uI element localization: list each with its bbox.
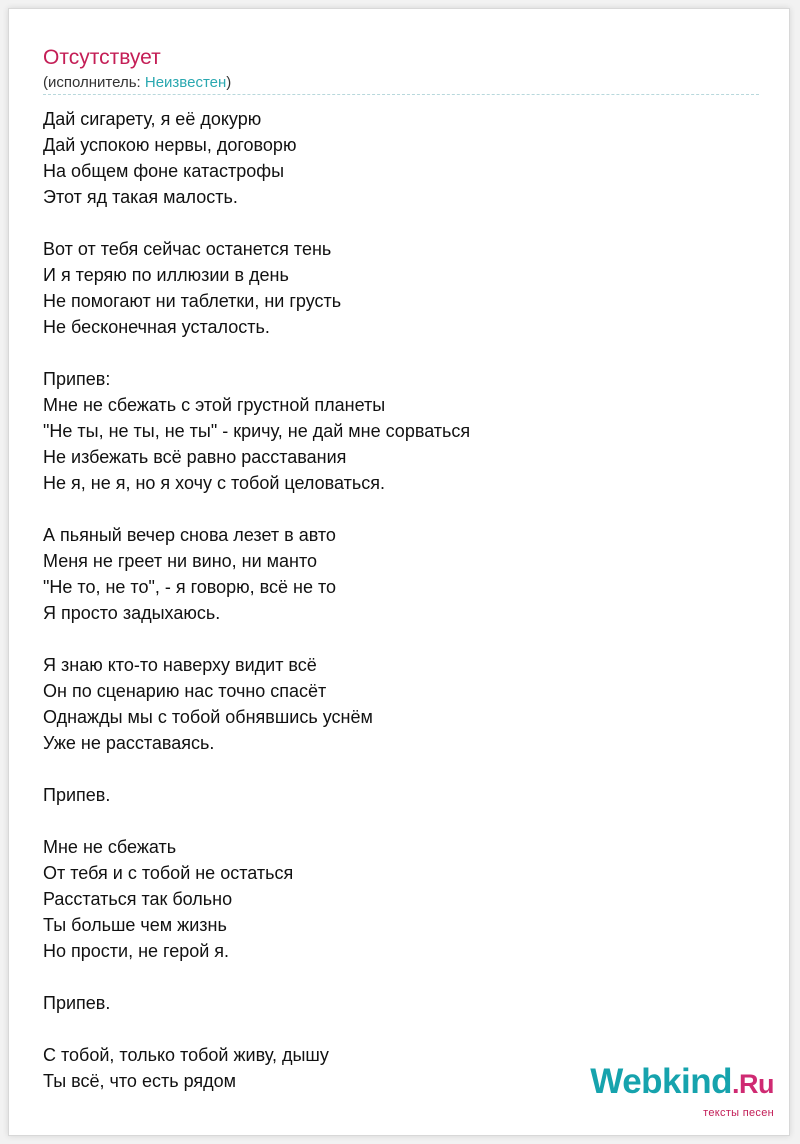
- lyrics-blank-line: [43, 808, 743, 834]
- lyrics-line: Дай успокою нервы, договорю: [43, 135, 297, 155]
- lyrics-line: Однажды мы с тобой обнявшись уснём: [43, 707, 373, 727]
- lyrics-line: Меня не греет ни вино, ни манто: [43, 551, 318, 571]
- lyrics-blank-line: [43, 496, 743, 522]
- lyrics-blank-line: [43, 964, 743, 990]
- logo-name: Webkind: [590, 1062, 732, 1101]
- meta-suffix: ): [226, 74, 232, 91]
- lyrics-line: С тобой, только тобой живу, дышу: [43, 1045, 329, 1065]
- lyrics-blank-line: [43, 1016, 743, 1042]
- lyrics-line: Уже не расставаясь.: [43, 733, 215, 753]
- webkind-logo[interactable]: [590, 1062, 774, 1119]
- logo-tld: .Ru: [732, 1069, 774, 1099]
- lyrics-line: Ты всё, что есть рядом: [43, 1071, 237, 1091]
- lyrics-line: А пьяный вечер снова лезет в авто: [43, 525, 336, 545]
- lyrics-line: Он по сценарию нас точно спасёт: [43, 681, 327, 701]
- lyrics-line: Не избежать всё равно расставания: [43, 447, 347, 467]
- lyrics-line: "Не то, не то", - я говорю, всё не то: [43, 577, 337, 597]
- lyrics-line: Мне не сбежать: [43, 837, 177, 857]
- lyrics-line: От тебя и с тобой не остаться: [43, 863, 294, 883]
- lyrics-line: Мне не сбежать с этой грустной планеты: [43, 395, 386, 415]
- lyrics-line: Я просто задыхаюсь.: [43, 603, 221, 623]
- meta-prefix: (исполнитель:: [43, 74, 145, 91]
- lyrics-line: На общем фоне катастрофы: [43, 161, 285, 181]
- lyrics-blank-line: [43, 756, 743, 782]
- lyrics-line: Ты больше чем жизнь: [43, 915, 227, 935]
- lyrics-line: Вот от тебя сейчас останется тень: [43, 239, 332, 259]
- song-meta: [43, 73, 231, 93]
- lyrics-line: "Не ты, не ты, не ты" - кричу, не дай мне сорваться: [43, 421, 471, 441]
- lyrics-line: Не я, не я, но я хочу с тобой целоваться.: [43, 473, 385, 493]
- lyrics-blank-line: [43, 340, 743, 366]
- lyrics-page: [8, 8, 790, 1136]
- lyrics-blank-line: [43, 626, 743, 652]
- lyrics-line: Припев.: [43, 993, 111, 1013]
- lyrics-line: И я теряю по иллюзии в день: [43, 265, 289, 285]
- lyrics-line: Я знаю кто-то наверху видит всё: [43, 655, 317, 675]
- lyrics-blank-line: [43, 210, 743, 236]
- title-separator: [43, 94, 759, 95]
- lyrics-line: Этот яд такая малость.: [43, 187, 238, 207]
- lyrics-line: Не помогают ни таблетки, ни грусть: [43, 291, 342, 311]
- lyrics-line: Дай сигарету, я её докурю: [43, 109, 262, 129]
- lyrics-line: Не бесконечная усталость.: [43, 317, 270, 337]
- song-title: Отсутствует: [43, 46, 161, 69]
- artist-link[interactable]: Неизвестен: [144, 74, 227, 91]
- logo-tagline: тексты песен: [703, 1107, 774, 1119]
- lyrics-line: Припев:: [43, 369, 111, 389]
- lyrics-line: Расстаться так больно: [43, 889, 233, 909]
- lyrics-line: Припев.: [43, 785, 111, 805]
- logo-wordmark: [590, 1064, 774, 1099]
- lyrics-text: [43, 106, 743, 1094]
- lyrics-line: Но прости, не герой я.: [43, 941, 230, 961]
